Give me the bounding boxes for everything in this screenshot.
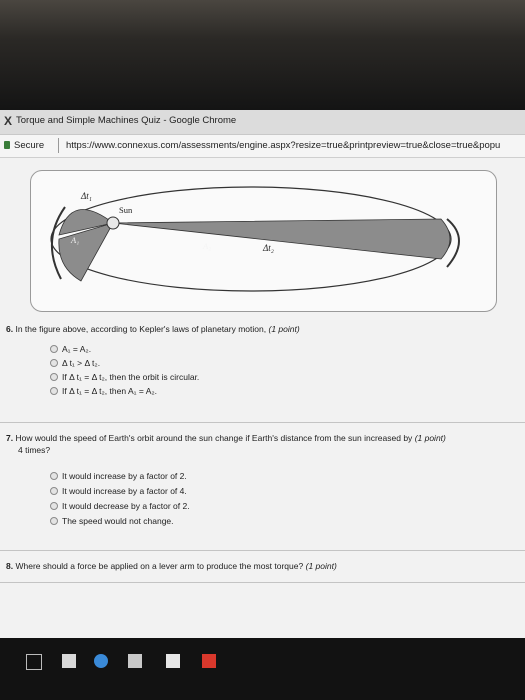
title-bar [0, 110, 525, 135]
question-6-number: 6. [6, 324, 14, 334]
secure-label: Secure [14, 140, 45, 151]
file-icon[interactable] [62, 654, 76, 668]
question-7 [6, 433, 518, 443]
q6-option-1[interactable]: A₁ = A₂. [62, 344, 92, 354]
browser-window [0, 110, 525, 700]
q7-option-1-radio[interactable] [50, 472, 58, 480]
browser-icon[interactable] [94, 654, 108, 668]
q7-option-4-radio[interactable] [50, 517, 58, 525]
question-7-points: (1 point) [414, 433, 446, 443]
url-text[interactable]: https://www.connexus.com/assessments/engine.aspx?resize=true&printpreview=true&close=true&popu [66, 140, 501, 151]
app-close-icon[interactable]: X [4, 114, 13, 128]
address-separator [58, 138, 59, 153]
orbit-diagram [31, 171, 496, 311]
question-divider [0, 422, 525, 423]
q7-option-3-radio[interactable] [50, 502, 58, 510]
q6-option-4-radio[interactable] [50, 387, 58, 395]
question-8-number: 8. [6, 561, 14, 571]
q7-option-1[interactable]: It would increase by a factor of 2. [62, 471, 187, 481]
area1-label: A₁ [71, 235, 80, 245]
question-8-text: Where should a force be applied on a lever arm to produce the most torque? [15, 561, 304, 571]
sun-label: Sun [119, 205, 133, 215]
q6-option-1-radio[interactable] [50, 345, 58, 353]
question-divider [0, 582, 525, 583]
area-a2-sector [113, 219, 450, 259]
q7-option-2-radio[interactable] [50, 487, 58, 495]
question-6 [6, 324, 300, 334]
dt2-label: Δt₂ [263, 243, 274, 253]
kepler-figure [30, 170, 497, 312]
question-7-text: How would the speed of Earth's orbit around the sun change if Earth's distance from the sun increased by [15, 433, 413, 443]
window-title: Torque and Simple Machines Quiz - Google Chrome [16, 115, 237, 126]
q7-option-4[interactable]: The speed would not change. [62, 516, 174, 526]
question-8-points: (1 point) [305, 561, 337, 571]
q7-option-3[interactable]: It would decrease by a factor of 2. [62, 501, 190, 511]
q6-option-3[interactable]: If Δ t₁ = Δ t₂, then the orbit is circular. [62, 372, 200, 382]
q6-option-4[interactable]: If Δ t₁ = Δ t₂, then A₁ = A₂. [62, 386, 158, 396]
quiz-content [0, 158, 525, 650]
question-divider [0, 550, 525, 551]
q7-option-2[interactable]: It would increase by a factor of 4. [62, 486, 187, 496]
lock-icon [4, 141, 10, 149]
q6-option-2[interactable]: Δ t₁ > Δ t₂. [62, 358, 101, 368]
area2-label: A₂ [203, 241, 212, 251]
question-7-text-line2: 4 times? [18, 445, 51, 455]
task-view-icon[interactable] [26, 654, 42, 670]
store-icon[interactable] [128, 654, 142, 668]
address-bar[interactable] [0, 135, 525, 158]
mail-icon[interactable] [166, 654, 180, 668]
question-7-number: 7. [6, 433, 14, 443]
dt1-label: Δt₁ [81, 191, 92, 201]
monitor-bezel [0, 0, 525, 110]
sun-marker [107, 217, 119, 229]
powerpoint-icon[interactable] [202, 654, 216, 668]
question-6-text: In the figure above, according to Kepler's laws of planetary motion, [15, 324, 267, 334]
q6-option-3-radio[interactable] [50, 373, 58, 381]
question-6-points: (1 point) [268, 324, 300, 334]
question-8 [6, 561, 337, 571]
system-taskbar [0, 638, 525, 700]
q6-option-2-radio[interactable] [50, 359, 58, 367]
